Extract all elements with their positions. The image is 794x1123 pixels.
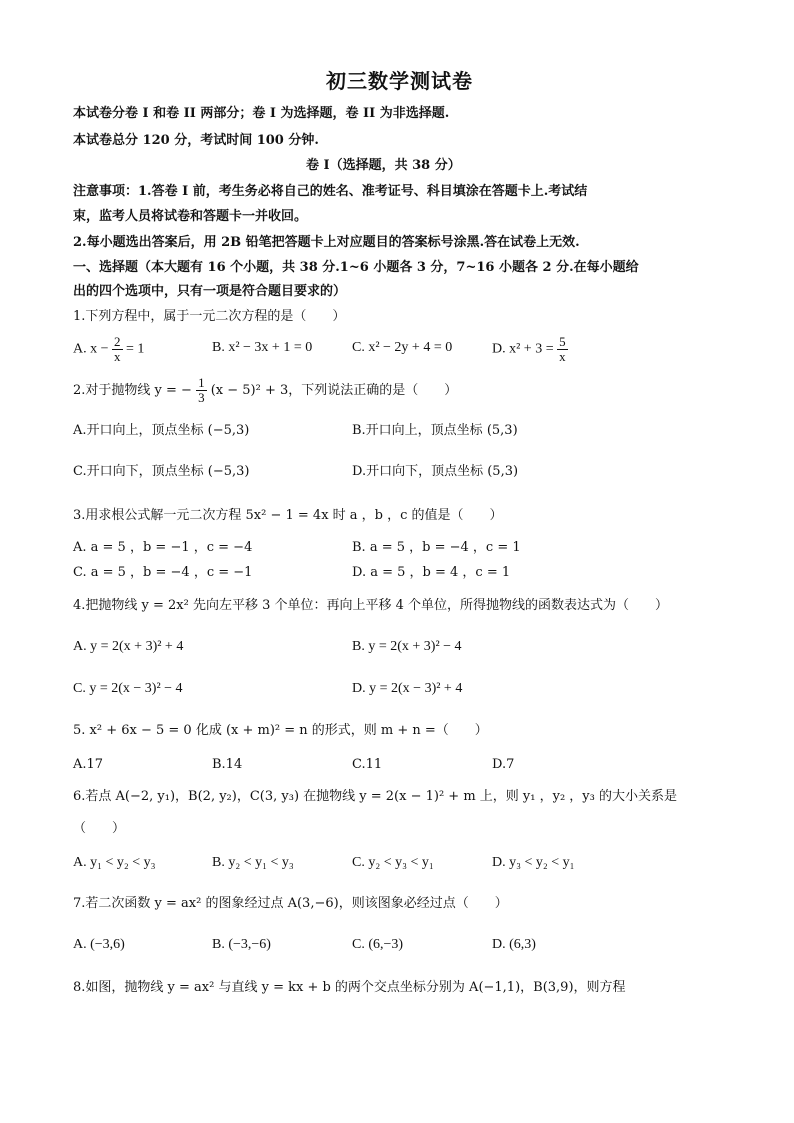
q3-option-a: A. a = 5 ，b = −1 ，c = −4: [73, 540, 253, 555]
q5-option-c: C.11: [352, 757, 383, 772]
q4-option-c: C. y = 2(x − 3)² − 4: [73, 681, 183, 696]
q2-stem-post: (x − 5)² + 3，下列说法正确的是（ ）: [210, 383, 458, 398]
q8-stem: 8.如图，抛物线 y = ax² 与直线 y = kx + b 的两个交点坐标分别为 A(−1,1)，B(3,9)，则方程: [73, 980, 626, 995]
q3-option-b: B. a = 5 ，b = −4 ，c = 1: [352, 540, 521, 555]
q7-option-c: C. (6,−3): [352, 937, 404, 952]
q5-option-d: D.7: [492, 757, 515, 772]
q7-stem: 7.若二次函数 y = ax² 的图象经过点 A(3,−6)，则该图象必经过点（ ）: [73, 896, 508, 911]
q7-option-b: B. (−3,−6): [212, 937, 271, 952]
q1-option-a-numerator: 2: [114, 334, 121, 349]
q1-option-a-pre: A. x −: [73, 341, 109, 357]
q1-stem: 1.下列方程中，属于一元二次方程的是（ ）: [73, 309, 346, 324]
q1-option-d: [492, 335, 568, 364]
part1-heading: 卷 I（选择题，共 38 分）: [306, 158, 461, 173]
q7-option-d: D. (6,3): [492, 937, 536, 952]
q3-option-d: D. a = 5 ，b = 4 ，c = 1: [352, 565, 511, 580]
q1-option-a-denominator: x: [114, 349, 121, 364]
q2-stem-fraction: [196, 376, 207, 405]
intro-line-2: 本试卷总分 120 分，考试时间 100 分钟.: [73, 133, 319, 148]
q6-stem: 6.若点 A(−2, y₁)，B(2, y₂)，C(3, y₃) 在抛物线 y = 2(x − 1)² + m 上，则 y₁ ，y₂ ，y₃ 的大小关系是: [73, 789, 677, 804]
q4-option-b: B. y = 2(x + 3)² − 4: [352, 639, 462, 654]
q2-stem-denominator: 3: [198, 390, 205, 405]
q3-option-c: C. a = 5 ，b = −4 ，c = −1: [73, 565, 253, 580]
q2-option-c: C.开口向下，顶点坐标 (−5,3): [73, 464, 250, 479]
notes-line-2: 束，监考人员将试卷和答题卡一并收回。: [73, 209, 308, 224]
q1-option-a-fraction: [112, 335, 123, 364]
q6-option-a: A. y₁ < y₂ < y₃: [73, 855, 156, 870]
q6-stem-continued: （ ）: [73, 821, 126, 836]
q5-option-b: B.14: [212, 757, 243, 772]
q1-option-a-post: = 1: [126, 341, 145, 357]
notes-line-1: 注意事项：1.答卷 I 前，考生务必将自己的姓名、准考证号、科目填涂在答题卡上.考试结: [73, 184, 588, 199]
q6-option-d: D. y₃ < y₂ < y₁: [492, 855, 575, 870]
q1-option-d-pre: D. x² + 3 =: [492, 341, 554, 357]
q5-option-a: A.17: [73, 757, 104, 772]
q2-option-d: D.开口向下，顶点坐标 (5,3): [352, 464, 519, 479]
q6-option-b: B. y₂ < y₁ < y₃: [212, 855, 294, 870]
q1-option-a: [73, 335, 144, 364]
q2-stem: [73, 376, 457, 405]
q6-option-c: C. y₂ < y₃ < y₁: [352, 855, 434, 870]
q2-option-b: B.开口向上，顶点坐标 (5,3): [352, 423, 518, 438]
section-heading-2: 出的四个选项中，只有一项是符合题目要求的）: [73, 284, 347, 299]
q4-option-d: D. y = 2(x − 3)² + 4: [352, 681, 463, 696]
page-title: 初三数学测试卷: [326, 69, 473, 93]
q7-option-a: A. (−3,6): [73, 937, 125, 952]
q1-option-d-denominator: x: [559, 349, 566, 364]
notes-line-3: 2.每小题选出答案后，用 2B 铅笔把答题卡上对应题目的答案标号涂黑.答在试卷上无效.: [73, 235, 580, 250]
q2-stem-pre: 2.对于抛物线 y = −: [73, 383, 192, 398]
q4-option-a: A. y = 2(x + 3)² + 4: [73, 639, 184, 654]
q1-option-c: C. x² − 2y + 4 = 0: [352, 340, 453, 355]
q2-option-a: A.开口向上，顶点坐标 (−5,3): [73, 423, 250, 438]
q1-option-b: B. x² − 3x + 1 = 0: [212, 340, 313, 355]
q3-stem: 3.用求根公式解一元二次方程 5x² − 1 = 4x 时 a ，b ，c 的值是（ ）: [73, 508, 503, 523]
q1-option-d-numerator: 5: [559, 334, 566, 349]
q1-option-d-fraction: [557, 335, 568, 364]
q4-stem: 4.把抛物线 y = 2x² 先向左平移 3 个单位：再向上平移 4 个单位，所得抛物线的函数表达式为（ ）: [73, 598, 669, 613]
q5-stem: 5. x² + 6x − 5 = 0 化成 (x + m)² = n 的形式，则 m + n =（ ）: [73, 723, 488, 738]
intro-line-1: 本试卷分卷 I 和卷 II 两部分；卷 I 为选择题，卷 II 为非选择题.: [73, 106, 450, 121]
q2-stem-numerator: 1: [198, 375, 205, 390]
section-heading-1: 一、选择题（本大题有 16 个小题，共 38 分.1~6 小题各 3 分，7~16 小题各 2 分.在每小题给: [73, 260, 639, 275]
